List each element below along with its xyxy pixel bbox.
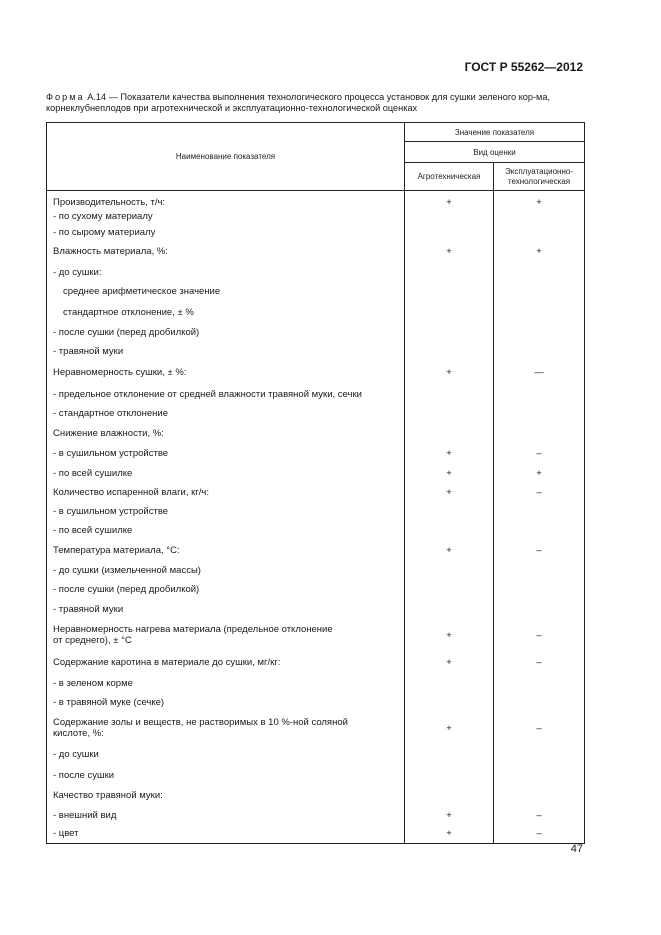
table-row xyxy=(47,619,585,651)
header-expl: Эксплуатационно-технологическая xyxy=(494,163,585,191)
indicator-label: - в сушильном устройстве xyxy=(53,505,169,517)
indicator-name-cell xyxy=(47,501,405,521)
indicator-label: стандартное отклонение, ± % xyxy=(63,306,194,318)
expl-value-cell xyxy=(494,744,585,764)
table-row xyxy=(47,208,585,224)
agro-value-cell xyxy=(405,560,494,580)
agro-value-cell: + xyxy=(405,805,494,825)
indicator-label: - по сухому материалу xyxy=(53,210,153,222)
agro-value-cell xyxy=(405,693,494,712)
table-row xyxy=(47,580,585,599)
indicator-name-cell xyxy=(47,786,405,805)
indicator-label: Содержание золы и веществ, не растворимых в 10 %-ной соляной xyxy=(53,717,348,728)
form-caption-text: А.14 — Показатели качества выполнения технологического процесса установок для сушки зеленого кор-ма, корнеклубнеплодов при агротехнической и эксплуатационно-технологической оценках xyxy=(46,92,551,113)
indicator-label: - по всей сушилке xyxy=(53,525,133,536)
header-kind-group: Вид оценки xyxy=(405,142,585,163)
indicator-name-cell xyxy=(47,463,405,483)
expl-value-cell xyxy=(494,263,585,281)
indicator-label: Снижение влажности, %: xyxy=(53,427,164,439)
expl-value-cell: – xyxy=(494,651,585,673)
table-row xyxy=(47,423,585,443)
expl-value-cell xyxy=(494,302,585,322)
indicator-name-cell xyxy=(47,240,405,263)
indicator-label: Производительность, т/ч: xyxy=(53,197,166,208)
indicator-name-cell xyxy=(47,599,405,619)
agro-value-cell: + xyxy=(405,540,494,560)
page-number: 47 xyxy=(570,843,583,855)
table-row xyxy=(47,361,585,384)
indicator-name-cell xyxy=(47,404,405,423)
table-row xyxy=(47,560,585,580)
indicator-name-cell xyxy=(47,712,405,744)
agro-value-cell xyxy=(405,342,494,361)
indicator-label: - в травяной муке (сечке) xyxy=(53,697,165,708)
agro-value-cell xyxy=(405,224,494,240)
indicator-name-cell xyxy=(47,322,405,342)
table-row xyxy=(47,224,585,240)
expl-value-cell xyxy=(494,501,585,521)
agro-value-cell: + xyxy=(405,651,494,673)
indicator-name-cell xyxy=(47,764,405,786)
expl-value-cell xyxy=(494,580,585,599)
agro-value-cell xyxy=(405,580,494,599)
indicator-name-cell xyxy=(47,281,405,302)
agro-value-cell xyxy=(405,599,494,619)
indicator-name-cell xyxy=(47,521,405,540)
indicator-label: - стандартное отклонение xyxy=(53,408,169,419)
form-caption xyxy=(46,92,586,114)
table-row xyxy=(47,712,585,744)
agro-value-cell: + xyxy=(405,191,494,209)
expl-value-cell: + xyxy=(494,191,585,209)
table-body xyxy=(47,191,585,844)
indicator-name-cell xyxy=(47,540,405,560)
indicator-name-cell xyxy=(47,825,405,843)
agro-value-cell xyxy=(405,263,494,281)
indicator-label: - по сырому материалу xyxy=(53,226,156,238)
indicator-label: - травяной муки xyxy=(53,346,124,357)
indicator-name-cell xyxy=(47,560,405,580)
agro-value-cell xyxy=(405,404,494,423)
table-row xyxy=(47,521,585,540)
agro-value-cell xyxy=(405,744,494,764)
table-row xyxy=(47,540,585,560)
expl-value-cell xyxy=(494,224,585,240)
table-row xyxy=(47,483,585,501)
agro-value-cell xyxy=(405,384,494,404)
indicator-label: - внешний вид xyxy=(53,809,117,821)
expl-value-cell xyxy=(494,208,585,224)
expl-value-cell: – xyxy=(494,825,585,843)
indicator-name-cell xyxy=(47,443,405,463)
indicator-label: - в сушильном устройстве xyxy=(53,447,169,459)
table-row xyxy=(47,281,585,302)
expl-value-cell xyxy=(494,673,585,693)
indicator-name-cell xyxy=(47,805,405,825)
agro-value-cell: + xyxy=(405,443,494,463)
indicator-name-cell xyxy=(47,302,405,322)
indicator-label: - предельное отклонение от средней влажности травяной муки, сечки xyxy=(53,388,362,400)
indicator-label: - по всей сушилке xyxy=(53,467,133,479)
indicator-label: среднее арифметическое значение xyxy=(63,286,221,297)
indicator-label: Качество травяной муки: xyxy=(53,790,163,801)
expl-value-cell xyxy=(494,521,585,540)
expl-value-cell: – xyxy=(494,712,585,744)
table-row xyxy=(47,805,585,825)
indicator-label: Неравномерность сушки, ± %: xyxy=(53,367,187,378)
indicators-table xyxy=(46,122,585,844)
indicator-label: Температура материала, °С: xyxy=(53,544,180,556)
agro-value-cell xyxy=(405,764,494,786)
indicator-label: - после сушки (перед дробилкой) xyxy=(53,584,200,595)
expl-value-cell xyxy=(494,281,585,302)
agro-value-cell xyxy=(405,423,494,443)
agro-value-cell: + xyxy=(405,463,494,483)
indicator-label: - травяной муки xyxy=(53,603,124,615)
indicator-label-continued: от среднего), ± °С xyxy=(53,635,132,646)
indicator-name-cell xyxy=(47,384,405,404)
agro-value-cell xyxy=(405,501,494,521)
table-row xyxy=(47,404,585,423)
table-row xyxy=(47,263,585,281)
indicator-name-cell xyxy=(47,191,405,209)
table-row xyxy=(47,443,585,463)
table-row xyxy=(47,342,585,361)
indicator-label: - в зеленом корме xyxy=(53,677,133,689)
table-row xyxy=(47,651,585,673)
table-row xyxy=(47,825,585,843)
header-value-group: Значение показателя xyxy=(405,123,585,142)
indicator-label: - до сушки: xyxy=(53,266,102,278)
expl-value-cell xyxy=(494,599,585,619)
table-row xyxy=(47,599,585,619)
agro-value-cell xyxy=(405,521,494,540)
agro-value-cell xyxy=(405,786,494,805)
agro-value-cell: + xyxy=(405,619,494,651)
expl-value-cell xyxy=(494,560,585,580)
form-word: Форма xyxy=(46,92,85,102)
table-row xyxy=(47,786,585,805)
indicator-label: Содержание каротина в материале до сушки, мг/кг: xyxy=(53,656,281,668)
agro-value-cell: + xyxy=(405,712,494,744)
indicator-label: - после сушки xyxy=(53,769,115,781)
table-row xyxy=(47,302,585,322)
agro-value-cell: + xyxy=(405,483,494,501)
agro-value-cell xyxy=(405,281,494,302)
indicator-name-cell xyxy=(47,361,405,384)
table-row xyxy=(47,501,585,521)
expl-value-cell: – xyxy=(494,483,585,501)
indicator-name-cell xyxy=(47,342,405,361)
indicator-name-cell xyxy=(47,580,405,599)
indicator-name-cell xyxy=(47,673,405,693)
expl-value-cell: – xyxy=(494,805,585,825)
expl-value-cell: — xyxy=(494,361,585,384)
indicator-name-cell xyxy=(47,263,405,281)
expl-value-cell: + xyxy=(494,463,585,483)
indicator-label: Неравномерность нагрева материала (предельное отклонение xyxy=(53,624,333,635)
standard-number: ГОСТ Р 55262—2012 xyxy=(464,60,583,74)
expl-value-cell xyxy=(494,786,585,805)
indicator-label: - после сушки (перед дробилкой) xyxy=(53,326,200,338)
indicator-label: Влажность материала, %: xyxy=(53,246,168,257)
header-indicator-name: Наименование показателя xyxy=(47,123,405,191)
agro-value-cell: + xyxy=(405,825,494,843)
table-row xyxy=(47,744,585,764)
indicator-label: - до сушки (измельченной массы) xyxy=(53,564,201,576)
indicator-name-cell xyxy=(47,483,405,501)
expl-value-cell xyxy=(494,693,585,712)
expl-value-cell xyxy=(494,404,585,423)
table-row xyxy=(47,384,585,404)
expl-value-cell xyxy=(494,384,585,404)
indicator-name-cell xyxy=(47,423,405,443)
expl-value-cell: – xyxy=(494,619,585,651)
agro-value-cell xyxy=(405,322,494,342)
agro-value-cell xyxy=(405,208,494,224)
agro-value-cell xyxy=(405,673,494,693)
agro-value-cell xyxy=(405,302,494,322)
table-row xyxy=(47,693,585,712)
indicator-name-cell xyxy=(47,619,405,651)
table-row xyxy=(47,764,585,786)
expl-value-cell: – xyxy=(494,443,585,463)
expl-value-cell: – xyxy=(494,540,585,560)
expl-value-cell: + xyxy=(494,240,585,263)
expl-value-cell xyxy=(494,342,585,361)
table-row xyxy=(47,191,585,209)
header-agro: Агротехническая xyxy=(405,163,494,191)
indicator-name-cell xyxy=(47,224,405,240)
indicator-label: Количество испаренной влаги, кг/ч: xyxy=(53,486,209,498)
table-row xyxy=(47,673,585,693)
indicator-name-cell xyxy=(47,744,405,764)
indicator-name-cell xyxy=(47,651,405,673)
table-row xyxy=(47,240,585,263)
indicator-name-cell xyxy=(47,208,405,224)
indicator-label: - цвет xyxy=(53,828,79,840)
expl-value-cell xyxy=(494,322,585,342)
agro-value-cell: + xyxy=(405,361,494,384)
indicator-label: - до сушки xyxy=(53,748,99,760)
table-row xyxy=(47,463,585,483)
table-row xyxy=(47,322,585,342)
expl-value-cell xyxy=(494,764,585,786)
indicator-name-cell xyxy=(47,693,405,712)
indicator-label-continued: кислоте, %: xyxy=(53,728,104,739)
expl-value-cell xyxy=(494,423,585,443)
agro-value-cell: + xyxy=(405,240,494,263)
